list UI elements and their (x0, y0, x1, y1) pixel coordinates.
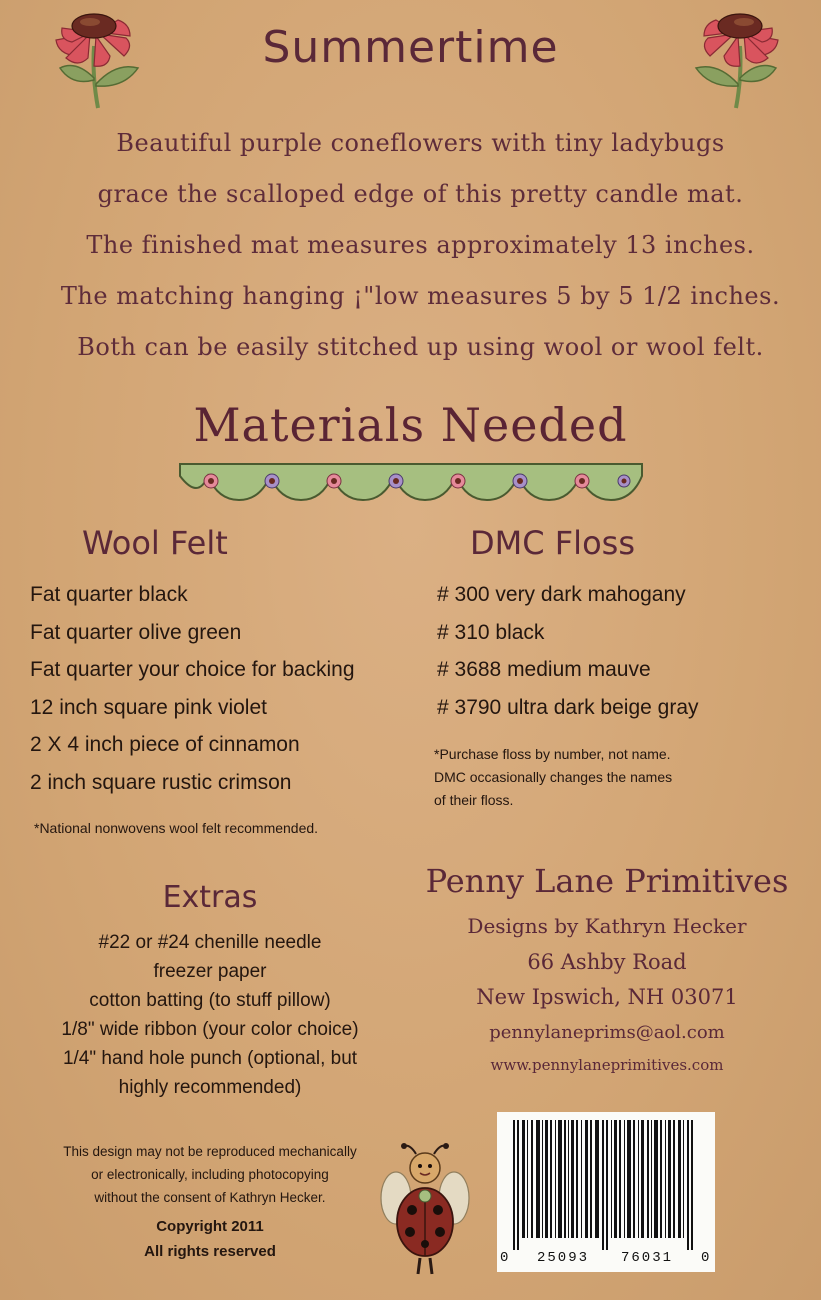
note-line: of their floss. (434, 792, 514, 808)
note-line: *Purchase floss by number, not name. (434, 746, 671, 762)
list-item: 12 inch square pink violet (30, 695, 267, 719)
company-city: New Ipswich, NH 03071 (476, 985, 738, 1009)
list-item: 1/4" hand hole punch (optional, but (62, 1048, 358, 1069)
list-item: freezer paper (153, 961, 267, 982)
company-designer: Designs by Kathryn Hecker (467, 914, 747, 938)
copyright-line: This design may not be reproduced mechanically (63, 1144, 357, 1159)
list-item: # 300 very dark mahogany (437, 583, 686, 606)
barcode-bars (497, 1112, 715, 1250)
page-title: Summertime (262, 22, 559, 73)
barcode-group1: 25093 (537, 1250, 590, 1266)
intro-line: The finished mat measures approximately 13 inches. (86, 231, 755, 259)
list-item: 2 inch square rustic crimson (30, 770, 292, 794)
list-item: cotton batting (to stuff pillow) (89, 990, 331, 1011)
dmc-floss-note (434, 743, 672, 812)
scalloped-border (178, 460, 644, 508)
intro-line: Both can be easily stitched up using wool or wool felt. (77, 333, 764, 361)
list-item: 1/8" wide ribbon (your color choice) (61, 1019, 359, 1040)
copyright-year: Copyright 2011 (156, 1218, 264, 1235)
wool-felt-heading: Wool Felt (82, 524, 228, 562)
company-website: www.pennylaneprimitives.com (490, 1056, 724, 1074)
wool-felt-list (30, 576, 355, 801)
list-item: highly recommended) (118, 1077, 302, 1098)
barcode-left-digit: 0 (500, 1250, 509, 1266)
list-item: # 3790 ultra dark beige gray (437, 695, 699, 719)
ladybug-icon (380, 1140, 470, 1280)
intro-text (30, 118, 811, 373)
list-item: 2 X 4 inch piece of cinnamon (30, 733, 300, 756)
intro-line: grace the scalloped edge of this pretty candle mat. (97, 180, 744, 208)
materials-title: Materials Needed (193, 398, 628, 452)
dmc-floss-list (437, 576, 699, 726)
extras-heading: Extras (162, 880, 258, 915)
extras-list (0, 928, 420, 1102)
list-item: Fat quarter your choice for backing (30, 658, 355, 681)
wool-felt-note: *National nonwovens wool felt recommended. (34, 820, 319, 836)
copyright-line: or electronically, including photocopying (91, 1167, 329, 1182)
company-email: pennylaneprims@aol.com (489, 1022, 725, 1043)
list-item: Fat quarter black (30, 583, 188, 606)
list-item: Fat quarter olive green (30, 620, 242, 644)
intro-line: The matching hanging ¡"low measures 5 by 5 1/2 inches. (60, 282, 781, 310)
barcode-group2: 76031 (621, 1250, 674, 1266)
list-item: #22 or #24 chenille needle (98, 932, 322, 953)
list-item: # 3688 medium mauve (437, 658, 651, 681)
company-name: Penny Lane Primitives (425, 862, 789, 900)
barcode-right-digit: 0 (701, 1250, 710, 1266)
company-street: 66 Ashby Road (527, 950, 687, 974)
list-item: # 310 black (437, 620, 545, 644)
note-line: DMC occasionally changes the names (434, 769, 673, 785)
copyright-block (20, 1140, 400, 1263)
intro-line: Beautiful purple coneflowers with tiny ladybugs (116, 129, 725, 157)
copyright-rights: All rights reserved (144, 1243, 276, 1260)
barcode (497, 1112, 715, 1272)
dmc-floss-heading: DMC Floss (470, 524, 635, 562)
copyright-line: without the consent of Kathryn Hecker. (94, 1190, 326, 1205)
